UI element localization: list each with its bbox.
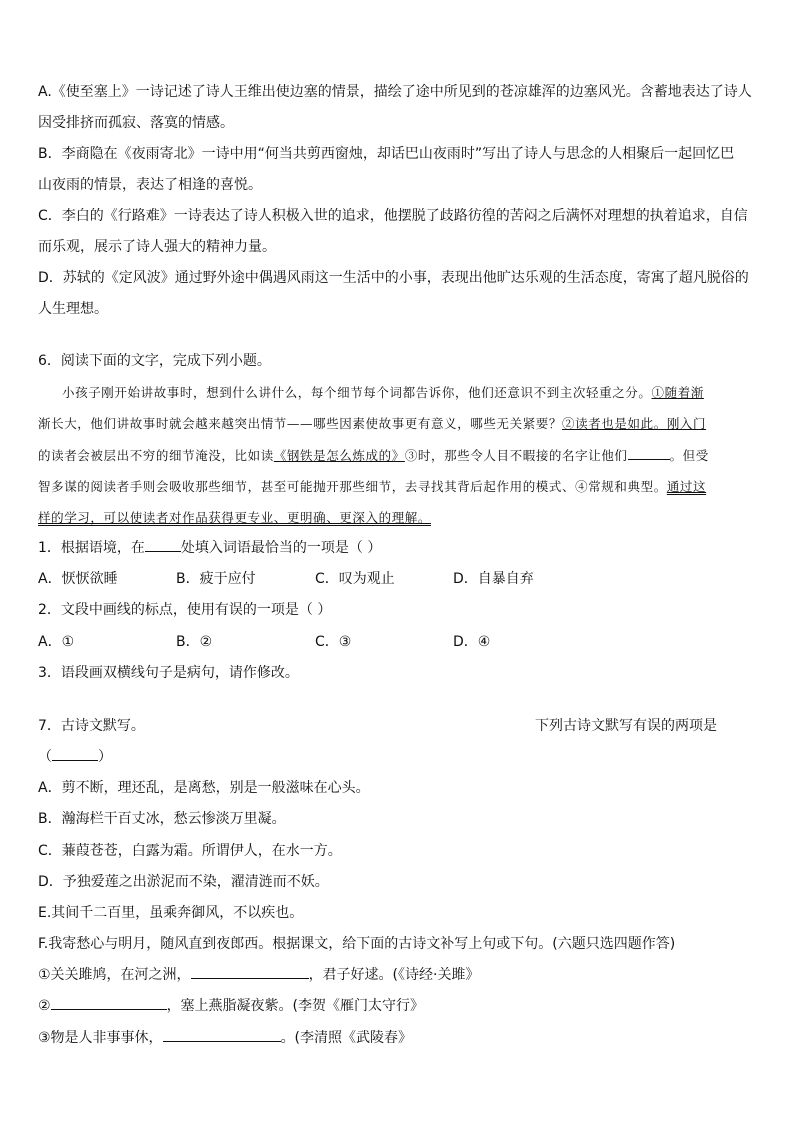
q5-option-d-line2: 人生理想。 xyxy=(38,301,108,317)
q7-option-d: D．予独爱莲之出淤泥而不染，濯清涟而不妖。 xyxy=(38,874,329,890)
q6-stem: 6．阅读下面的文字，完成下列小题。 xyxy=(38,353,271,369)
q6-sub2-stem: 2．文段中画线的标点，使用有误的一项是（ ） xyxy=(38,602,332,618)
sub2-option-a[interactable]: A．① xyxy=(38,634,75,650)
q5-option-c-line1: C．李白的《行路难》一诗表达了诗人积极入世的追求，他摆脱了歧路彷徨的苦闷之后满怀对理想的执着追求，自信 xyxy=(38,208,748,224)
q6-sub2-options xyxy=(38,632,762,652)
q6-sub3-stem: 3．语段画双横线句子是病句，请作修改。 xyxy=(38,665,299,681)
passage-line-1: 小孩子刚开始讲故事时，想到什么讲什么，每个细节每个词都告诉你，他们还意识不到主次轻重之分。①随着渐 xyxy=(62,385,704,400)
q7-option-e: E.其间千二百里，虽乘奔御风，不以疾也。 xyxy=(38,905,304,921)
sub1-blank xyxy=(145,551,181,552)
fill-blank-1[interactable] xyxy=(191,978,309,979)
q7-stem-right: 下列古诗文默写有误的两项是 xyxy=(535,718,717,734)
passage-line-3: 的读者会被层出不穷的细节淹没，比如读《钢铁是怎么炼成的》③时，那些令人目不暇接的名字让他们 。但受 xyxy=(38,448,709,463)
fill-blank-3[interactable] xyxy=(163,1041,281,1042)
q5-option-a-line1: A.《使至塞上》一诗记述了诗人王维出使边塞的情景，描绘了途中所见到的苍凉雄浑的边塞风光。含蓄地表达了诗人 xyxy=(38,84,752,100)
q6-sub1-options xyxy=(38,569,762,589)
sub2-option-d[interactable]: D．④ xyxy=(453,634,491,650)
q7-option-a: A．剪不断，理还乱，是离愁，别是一般滋味在心头。 xyxy=(38,780,370,796)
q7-answer-blank[interactable] xyxy=(52,760,98,761)
sub2-option-c[interactable]: C．③ xyxy=(315,634,352,650)
q5-option-d-line1: D．苏轼的《定风波》通过野外途中偶遇风雨这一生活中的小事，表现出他旷达乐观的生活态度，寄寓了超凡脱俗的 xyxy=(38,270,749,286)
fill-blank[interactable] xyxy=(628,459,670,460)
q7-answer-paren: （ ） xyxy=(38,749,112,765)
sub1-option-b[interactable]: B．疲于应付 xyxy=(176,571,256,587)
fill-item-2: ② ，塞上燕脂凝夜紫。(李贺《雁门太守行》 xyxy=(38,998,425,1014)
sub1-option-a[interactable]: A．恹恹欲睡 xyxy=(38,571,118,587)
fill-blank-2[interactable] xyxy=(51,1009,167,1010)
sub1-option-d[interactable]: D．自暴自弃 xyxy=(453,571,534,587)
passage-line-2: 渐长大，他们讲故事时就会越来越突出情节——哪些因素使故事更有意义，哪些无关紧要？②读者也是如此。刚入门 xyxy=(38,416,707,431)
q7-option-b: B．瀚海栏干百丈冰，愁云惨淡万里凝。 xyxy=(38,811,286,827)
fill-item-1: ①关关雎鸠，在河之洲， ，君子好逑。(《诗经·关雎》 xyxy=(38,967,480,983)
fill-item-3: ③物是人非事事休， 。(李清照《武陵春》 xyxy=(38,1030,413,1046)
sub2-option-b[interactable]: B．② xyxy=(176,634,213,650)
q7-stem: 7．古诗文默写。 xyxy=(38,718,145,734)
q7-stem-line xyxy=(38,716,762,736)
sub1-option-c[interactable]: C．叹为观止 xyxy=(315,571,395,587)
q5-option-b-line2: 山夜雨的情景，表达了相逢的喜悦。 xyxy=(38,177,262,193)
q5-option-a-line2: 因受排挤而孤寂、落寞的情感。 xyxy=(38,115,234,131)
passage-line-5: 样的学习，可以使读者对作品获得更专业、更明确、更深入的理解。 xyxy=(38,510,432,525)
q7-option-f: F.我寄愁心与明月，随风直到夜郎西。根据课文，给下面的古诗文补写上句或下句。(六题只选四题作答) xyxy=(38,936,676,952)
q5-option-c-line2: 而乐观，展示了诗人强大的精神力量。 xyxy=(38,239,276,255)
passage-line-4: 智多谋的阅读者手则会吸收那些细节，甚至可能抛开那些细节，去寻找其背后起作用的模式、④常规和典型。通过这 xyxy=(38,479,707,494)
q7-option-c: C．蒹葭苍苍，白露为霜。所谓伊人，在水一方。 xyxy=(38,843,342,859)
q5-option-b-line1: B．李商隐在《夜雨寄北》一诗中用“何当共剪西窗烛，却话巴山夜雨时”写出了诗人与思念的人相聚后一起回忆巴 xyxy=(38,146,735,162)
q6-sub1-stem: 1．根据语境，在 处填入词语最恰当的一项是（ ） xyxy=(38,540,382,556)
